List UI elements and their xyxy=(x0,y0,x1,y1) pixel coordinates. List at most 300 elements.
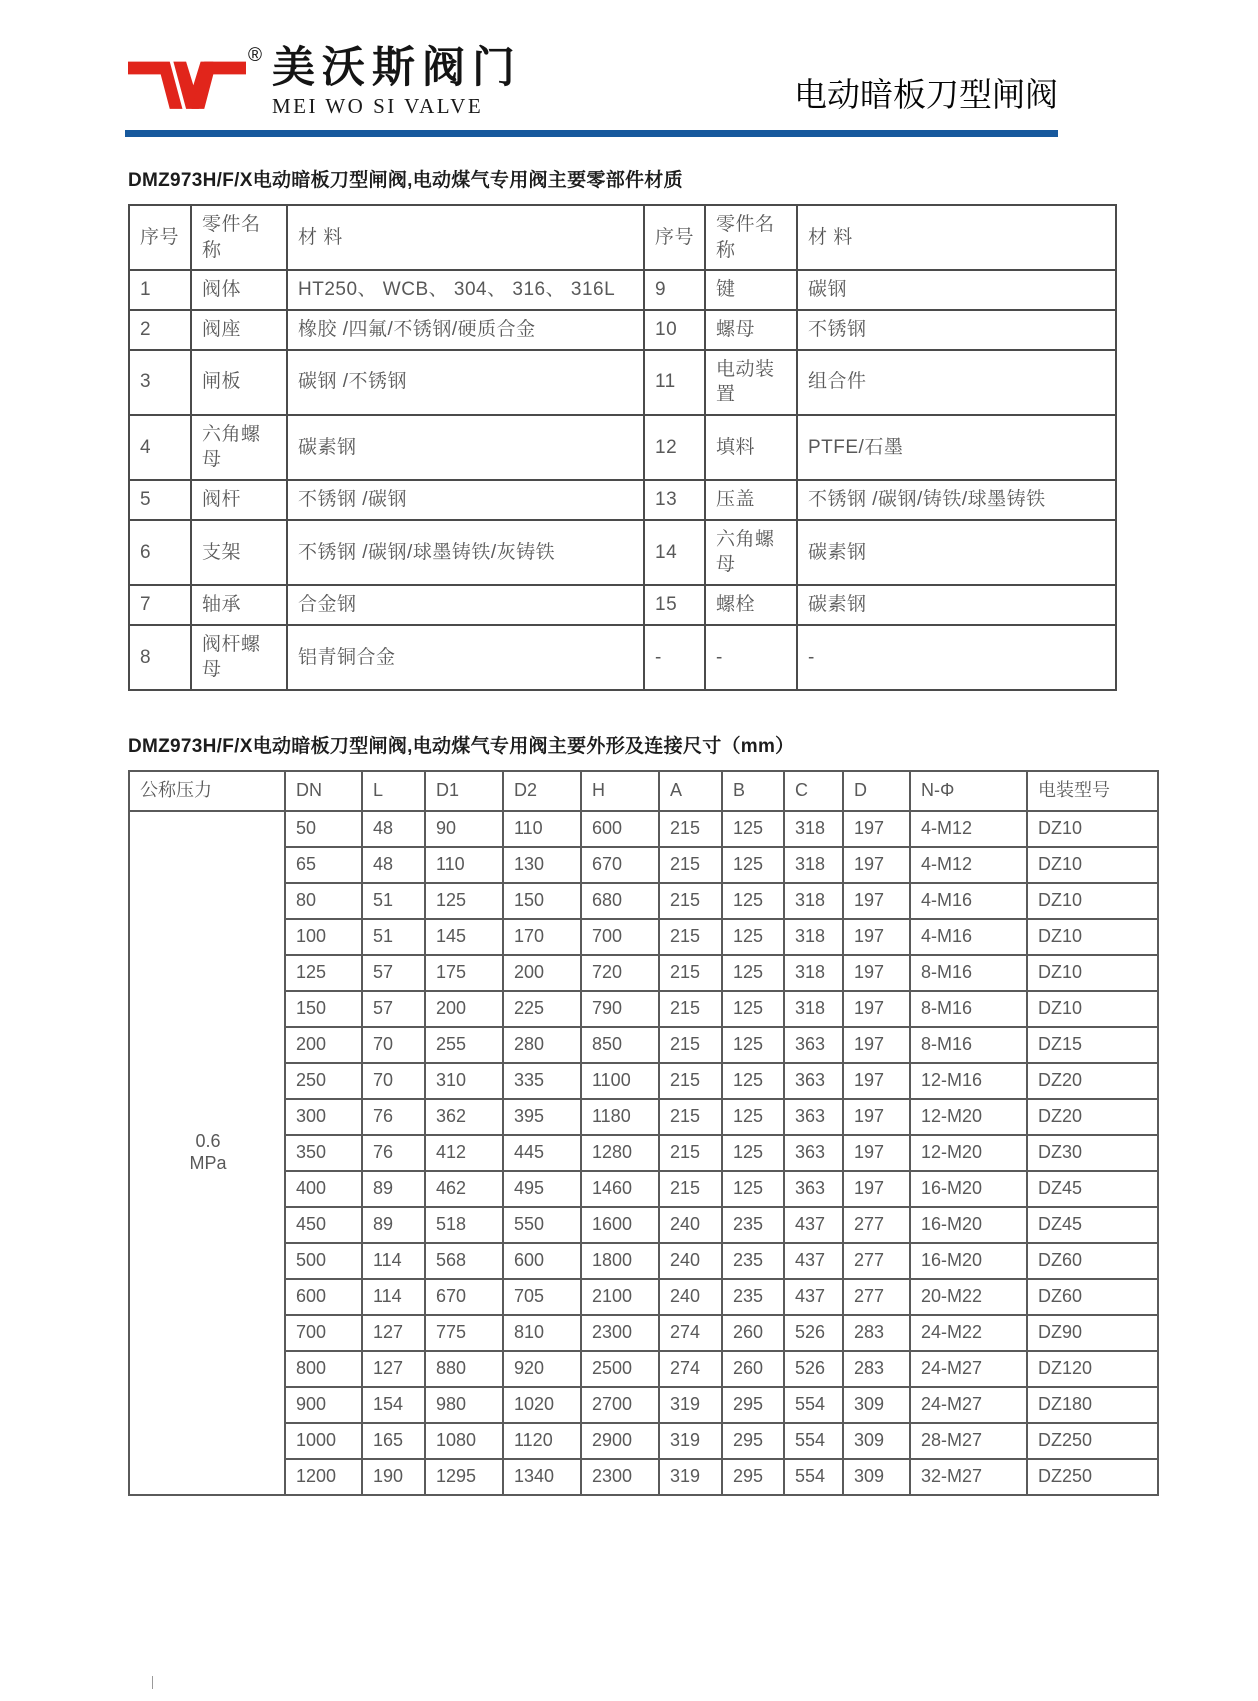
d1-cell: 1080 xyxy=(425,1423,503,1459)
d2-cell: 495 xyxy=(503,1171,581,1207)
n-phi-cell: 8-M16 xyxy=(910,955,1027,991)
actuator-model-cell: DZ180 xyxy=(1027,1387,1158,1423)
material-cell: 碳素钢 xyxy=(797,585,1116,625)
part-name-cell: 键 xyxy=(705,270,797,310)
seq-cell: 8 xyxy=(129,625,191,690)
b-cell: 235 xyxy=(722,1243,784,1279)
dimensions-table-row xyxy=(129,811,1158,847)
d-cell: 309 xyxy=(843,1459,910,1495)
d-cell: 197 xyxy=(843,811,910,847)
d-cell: 197 xyxy=(843,1135,910,1171)
materials-table-row xyxy=(129,270,1116,310)
l-cell: 76 xyxy=(362,1099,425,1135)
part-name-cell: 阀座 xyxy=(191,310,287,350)
material-cell: 碳钢 /不锈钢 xyxy=(287,350,644,415)
material-cell: 碳钢 xyxy=(797,270,1116,310)
part-name-cell: 阀杆螺母 xyxy=(191,625,287,690)
seq-cell: 5 xyxy=(129,480,191,520)
c-cell: 526 xyxy=(784,1351,843,1387)
l-cell: 70 xyxy=(362,1027,425,1063)
n-phi-cell: 24-M22 xyxy=(910,1315,1027,1351)
a-cell: 215 xyxy=(659,919,722,955)
b-cell: 295 xyxy=(722,1387,784,1423)
materials-table-header-row xyxy=(129,205,1116,270)
a-cell: 215 xyxy=(659,847,722,883)
h-cell: 700 xyxy=(581,919,659,955)
n-phi-cell: 12-M20 xyxy=(910,1099,1027,1135)
h-cell: 1280 xyxy=(581,1135,659,1171)
dn-cell: 1000 xyxy=(285,1423,362,1459)
n-phi-cell: 16-M20 xyxy=(910,1207,1027,1243)
actuator-model-cell: DZ10 xyxy=(1027,991,1158,1027)
actuator-model-cell: DZ10 xyxy=(1027,955,1158,991)
d1-cell: 125 xyxy=(425,883,503,919)
part-name-cell: 阀杆 xyxy=(191,480,287,520)
b-cell: 295 xyxy=(722,1459,784,1495)
b-cell: 125 xyxy=(722,1063,784,1099)
n-phi-cell: 24-M27 xyxy=(910,1351,1027,1387)
l-cell: 165 xyxy=(362,1423,425,1459)
h-cell: 2100 xyxy=(581,1279,659,1315)
h-cell: 790 xyxy=(581,991,659,1027)
b-cell: 260 xyxy=(722,1315,784,1351)
l-cell: 57 xyxy=(362,991,425,1027)
material-cell: 碳素钢 xyxy=(287,415,644,480)
d2-cell: 110 xyxy=(503,811,581,847)
h-cell: 2300 xyxy=(581,1315,659,1351)
seq-cell: 7 xyxy=(129,585,191,625)
h-cell: 680 xyxy=(581,883,659,919)
n-phi-cell: 4-M12 xyxy=(910,847,1027,883)
d-cell: 197 xyxy=(843,1171,910,1207)
b-cell: 125 xyxy=(722,955,784,991)
seq-cell: 1 xyxy=(129,270,191,310)
a-cell: 215 xyxy=(659,1027,722,1063)
material-cell: 不锈钢 /碳钢/铸铁/球墨铸铁 xyxy=(797,480,1116,520)
seq-cell: 10 xyxy=(644,310,705,350)
dimensions-table-header-row xyxy=(129,771,1158,811)
a-cell: 215 xyxy=(659,991,722,1027)
l-cell: 51 xyxy=(362,883,425,919)
d-cell: 197 xyxy=(843,1027,910,1063)
d-cell: 283 xyxy=(843,1351,910,1387)
material-cell: 碳素钢 xyxy=(797,520,1116,585)
material-cell: 合金钢 xyxy=(287,585,644,625)
scan-artifact-mark xyxy=(152,1676,153,1689)
d1-cell: 462 xyxy=(425,1171,503,1207)
d1-cell: 255 xyxy=(425,1027,503,1063)
column-header-d1: D1 xyxy=(425,771,503,811)
a-cell: 215 xyxy=(659,955,722,991)
d1-cell: 90 xyxy=(425,811,503,847)
dn-cell: 900 xyxy=(285,1387,362,1423)
dn-cell: 800 xyxy=(285,1351,362,1387)
d2-cell: 150 xyxy=(503,883,581,919)
actuator-model-cell: DZ120 xyxy=(1027,1351,1158,1387)
part-name-cell: 六角螺母 xyxy=(705,520,797,585)
c-cell: 554 xyxy=(784,1459,843,1495)
logo-w-icon xyxy=(128,56,246,120)
d1-cell: 775 xyxy=(425,1315,503,1351)
d2-cell: 705 xyxy=(503,1279,581,1315)
d-cell: 197 xyxy=(843,991,910,1027)
b-cell: 125 xyxy=(722,991,784,1027)
materials-table-row xyxy=(129,520,1116,585)
c-cell: 437 xyxy=(784,1207,843,1243)
column-header-dn: DN xyxy=(285,771,362,811)
h-cell: 1100 xyxy=(581,1063,659,1099)
material-cell: - xyxy=(797,625,1116,690)
b-cell: 295 xyxy=(722,1423,784,1459)
h-cell: 670 xyxy=(581,847,659,883)
c-cell: 318 xyxy=(784,811,843,847)
dn-cell: 600 xyxy=(285,1279,362,1315)
d1-cell: 145 xyxy=(425,919,503,955)
pressure-value-cell: 0.6 MPa xyxy=(129,811,285,1495)
seq-cell: 12 xyxy=(644,415,705,480)
d1-cell: 518 xyxy=(425,1207,503,1243)
c-cell: 318 xyxy=(784,847,843,883)
a-cell: 274 xyxy=(659,1315,722,1351)
seq-cell: 4 xyxy=(129,415,191,480)
column-header-b: B xyxy=(722,771,784,811)
l-cell: 48 xyxy=(362,847,425,883)
d2-cell: 200 xyxy=(503,955,581,991)
logo-cn-name: 美沃斯阀门 xyxy=(272,43,522,93)
actuator-model-cell: DZ90 xyxy=(1027,1315,1158,1351)
actuator-model-cell: DZ60 xyxy=(1027,1243,1158,1279)
d-cell: 197 xyxy=(843,883,910,919)
column-header-pressure: 公称压力 xyxy=(129,771,285,811)
actuator-model-cell: DZ45 xyxy=(1027,1171,1158,1207)
d-cell: 309 xyxy=(843,1387,910,1423)
d-cell: 197 xyxy=(843,847,910,883)
column-header-d2: D2 xyxy=(503,771,581,811)
seq-cell: 3 xyxy=(129,350,191,415)
c-cell: 363 xyxy=(784,1171,843,1207)
column-header-c: C xyxy=(784,771,843,811)
seq-cell: 2 xyxy=(129,310,191,350)
part-name-cell: 轴承 xyxy=(191,585,287,625)
materials-table-row xyxy=(129,625,1116,690)
d1-cell: 670 xyxy=(425,1279,503,1315)
actuator-model-cell: DZ250 xyxy=(1027,1459,1158,1495)
part-name-cell: 支架 xyxy=(191,520,287,585)
header-divider xyxy=(125,130,1058,137)
d-cell: 197 xyxy=(843,955,910,991)
h-cell: 2500 xyxy=(581,1351,659,1387)
b-cell: 125 xyxy=(722,919,784,955)
d-cell: 277 xyxy=(843,1279,910,1315)
column-header-l: L xyxy=(362,771,425,811)
d2-cell: 280 xyxy=(503,1027,581,1063)
b-cell: 125 xyxy=(722,1135,784,1171)
actuator-model-cell: DZ20 xyxy=(1027,1063,1158,1099)
part-name-cell: 六角螺母 xyxy=(191,415,287,480)
column-header-seq-right: 序号 xyxy=(644,205,705,270)
column-header-material-right: 材 料 xyxy=(797,205,1116,270)
d2-cell: 600 xyxy=(503,1243,581,1279)
part-name-cell: - xyxy=(705,625,797,690)
d1-cell: 200 xyxy=(425,991,503,1027)
c-cell: 318 xyxy=(784,991,843,1027)
h-cell: 2300 xyxy=(581,1459,659,1495)
seq-cell: 6 xyxy=(129,520,191,585)
a-cell: 215 xyxy=(659,811,722,847)
dn-cell: 350 xyxy=(285,1135,362,1171)
dimensions-table xyxy=(128,770,1159,1496)
a-cell: 215 xyxy=(659,1063,722,1099)
n-phi-cell: 4-M12 xyxy=(910,811,1027,847)
c-cell: 363 xyxy=(784,1135,843,1171)
d1-cell: 412 xyxy=(425,1135,503,1171)
actuator-model-cell: DZ20 xyxy=(1027,1099,1158,1135)
seq-cell: 15 xyxy=(644,585,705,625)
n-phi-cell: 12-M16 xyxy=(910,1063,1027,1099)
dn-cell: 400 xyxy=(285,1171,362,1207)
b-cell: 235 xyxy=(722,1279,784,1315)
materials-table xyxy=(128,204,1117,691)
a-cell: 240 xyxy=(659,1279,722,1315)
d-cell: 277 xyxy=(843,1207,910,1243)
h-cell: 2700 xyxy=(581,1387,659,1423)
column-header-actuator-model: 电装型号 xyxy=(1027,771,1158,811)
l-cell: 127 xyxy=(362,1315,425,1351)
material-cell: 组合件 xyxy=(797,350,1116,415)
dn-cell: 450 xyxy=(285,1207,362,1243)
materials-table-row xyxy=(129,310,1116,350)
a-cell: 215 xyxy=(659,1135,722,1171)
d-cell: 197 xyxy=(843,1099,910,1135)
logo-en-name: MEI WO SI VALVE xyxy=(272,94,484,119)
d2-cell: 550 xyxy=(503,1207,581,1243)
registered-trademark-icon: ® xyxy=(248,45,262,66)
seq-cell: 13 xyxy=(644,480,705,520)
column-header-part-left: 零件名称 xyxy=(191,205,287,270)
a-cell: 319 xyxy=(659,1459,722,1495)
d1-cell: 175 xyxy=(425,955,503,991)
c-cell: 318 xyxy=(784,955,843,991)
c-cell: 554 xyxy=(784,1423,843,1459)
n-phi-cell: 32-M27 xyxy=(910,1459,1027,1495)
dn-cell: 300 xyxy=(285,1099,362,1135)
column-header-seq-left: 序号 xyxy=(129,205,191,270)
a-cell: 215 xyxy=(659,883,722,919)
dn-cell: 100 xyxy=(285,919,362,955)
d1-cell: 1295 xyxy=(425,1459,503,1495)
actuator-model-cell: DZ30 xyxy=(1027,1135,1158,1171)
column-header-part-right: 零件名称 xyxy=(705,205,797,270)
b-cell: 235 xyxy=(722,1207,784,1243)
c-cell: 363 xyxy=(784,1063,843,1099)
l-cell: 89 xyxy=(362,1207,425,1243)
d2-cell: 810 xyxy=(503,1315,581,1351)
dn-cell: 700 xyxy=(285,1315,362,1351)
h-cell: 1600 xyxy=(581,1207,659,1243)
d-cell: 283 xyxy=(843,1315,910,1351)
l-cell: 48 xyxy=(362,811,425,847)
dn-cell: 50 xyxy=(285,811,362,847)
material-cell: 铝青铜合金 xyxy=(287,625,644,690)
h-cell: 1800 xyxy=(581,1243,659,1279)
actuator-model-cell: DZ250 xyxy=(1027,1423,1158,1459)
n-phi-cell: 4-M16 xyxy=(910,883,1027,919)
l-cell: 89 xyxy=(362,1171,425,1207)
a-cell: 240 xyxy=(659,1207,722,1243)
column-header-n-phi: N-Φ xyxy=(910,771,1027,811)
part-name-cell: 螺栓 xyxy=(705,585,797,625)
a-cell: 319 xyxy=(659,1387,722,1423)
page-title: 电动暗板刀型闸阀 xyxy=(794,78,1058,114)
actuator-model-cell: DZ45 xyxy=(1027,1207,1158,1243)
material-cell: HT250、 WCB、 304、 316、 316L xyxy=(287,270,644,310)
n-phi-cell: 24-M27 xyxy=(910,1387,1027,1423)
part-name-cell: 阀体 xyxy=(191,270,287,310)
materials-table-body xyxy=(129,270,1116,690)
actuator-model-cell: DZ15 xyxy=(1027,1027,1158,1063)
c-cell: 318 xyxy=(784,883,843,919)
l-cell: 114 xyxy=(362,1279,425,1315)
n-phi-cell: 8-M16 xyxy=(910,991,1027,1027)
column-header-h: H xyxy=(581,771,659,811)
part-name-cell: 螺母 xyxy=(705,310,797,350)
dn-cell: 80 xyxy=(285,883,362,919)
part-name-cell: 闸板 xyxy=(191,350,287,415)
d2-cell: 445 xyxy=(503,1135,581,1171)
column-header-d: D xyxy=(843,771,910,811)
d1-cell: 980 xyxy=(425,1387,503,1423)
b-cell: 125 xyxy=(722,1099,784,1135)
b-cell: 125 xyxy=(722,883,784,919)
dimensions-table-body xyxy=(129,811,1158,1495)
b-cell: 125 xyxy=(722,1171,784,1207)
d2-cell: 1120 xyxy=(503,1423,581,1459)
seq-cell: 11 xyxy=(644,350,705,415)
dn-cell: 1200 xyxy=(285,1459,362,1495)
l-cell: 51 xyxy=(362,919,425,955)
a-cell: 215 xyxy=(659,1099,722,1135)
l-cell: 127 xyxy=(362,1351,425,1387)
d2-cell: 170 xyxy=(503,919,581,955)
l-cell: 114 xyxy=(362,1243,425,1279)
material-cell: PTFE/石墨 xyxy=(797,415,1116,480)
h-cell: 1460 xyxy=(581,1171,659,1207)
seq-cell: 14 xyxy=(644,520,705,585)
materials-table-row xyxy=(129,415,1116,480)
b-cell: 125 xyxy=(722,1027,784,1063)
material-cell: 不锈钢 xyxy=(797,310,1116,350)
h-cell: 1180 xyxy=(581,1099,659,1135)
d-cell: 309 xyxy=(843,1423,910,1459)
h-cell: 720 xyxy=(581,955,659,991)
dn-cell: 125 xyxy=(285,955,362,991)
c-cell: 363 xyxy=(784,1027,843,1063)
c-cell: 363 xyxy=(784,1099,843,1135)
c-cell: 318 xyxy=(784,919,843,955)
n-phi-cell: 16-M20 xyxy=(910,1171,1027,1207)
l-cell: 76 xyxy=(362,1135,425,1171)
n-phi-cell: 28-M27 xyxy=(910,1423,1027,1459)
actuator-model-cell: DZ10 xyxy=(1027,919,1158,955)
dn-cell: 500 xyxy=(285,1243,362,1279)
n-phi-cell: 16-M20 xyxy=(910,1243,1027,1279)
dn-cell: 150 xyxy=(285,991,362,1027)
n-phi-cell: 8-M16 xyxy=(910,1027,1027,1063)
d-cell: 197 xyxy=(843,1063,910,1099)
d2-cell: 1020 xyxy=(503,1387,581,1423)
d-cell: 197 xyxy=(843,919,910,955)
l-cell: 154 xyxy=(362,1387,425,1423)
dimensions-section-title: DMZ973H/F/X电动暗板刀型闸阀,电动煤气专用阀主要外形及连接尺寸（mm） xyxy=(128,735,795,757)
c-cell: 437 xyxy=(784,1243,843,1279)
b-cell: 125 xyxy=(722,847,784,883)
material-cell: 橡胶 /四氟/不锈钢/硬质合金 xyxy=(287,310,644,350)
materials-table-row xyxy=(129,350,1116,415)
b-cell: 125 xyxy=(722,811,784,847)
l-cell: 190 xyxy=(362,1459,425,1495)
dn-cell: 200 xyxy=(285,1027,362,1063)
materials-section-title: DMZ973H/F/X电动暗板刀型闸阀,电动煤气专用阀主要零部件材质 xyxy=(128,170,683,191)
actuator-model-cell: DZ10 xyxy=(1027,847,1158,883)
d1-cell: 110 xyxy=(425,847,503,883)
actuator-model-cell: DZ10 xyxy=(1027,883,1158,919)
c-cell: 526 xyxy=(784,1315,843,1351)
d2-cell: 1340 xyxy=(503,1459,581,1495)
d2-cell: 335 xyxy=(503,1063,581,1099)
a-cell: 215 xyxy=(659,1171,722,1207)
page-header xyxy=(128,44,1058,120)
d1-cell: 880 xyxy=(425,1351,503,1387)
a-cell: 274 xyxy=(659,1351,722,1387)
materials-table-row xyxy=(129,585,1116,625)
part-name-cell: 压盖 xyxy=(705,480,797,520)
actuator-model-cell: DZ10 xyxy=(1027,811,1158,847)
column-header-a: A xyxy=(659,771,722,811)
n-phi-cell: 20-M22 xyxy=(910,1279,1027,1315)
d2-cell: 130 xyxy=(503,847,581,883)
n-phi-cell: 4-M16 xyxy=(910,919,1027,955)
c-cell: 437 xyxy=(784,1279,843,1315)
seq-cell: - xyxy=(644,625,705,690)
d2-cell: 395 xyxy=(503,1099,581,1135)
materials-table-row xyxy=(129,480,1116,520)
material-cell: 不锈钢 /碳钢 xyxy=(287,480,644,520)
d-cell: 277 xyxy=(843,1243,910,1279)
part-name-cell: 电动装置 xyxy=(705,350,797,415)
l-cell: 70 xyxy=(362,1063,425,1099)
d1-cell: 568 xyxy=(425,1243,503,1279)
material-cell: 不锈钢 /碳钢/球墨铸铁/灰铸铁 xyxy=(287,520,644,585)
l-cell: 57 xyxy=(362,955,425,991)
d2-cell: 225 xyxy=(503,991,581,1027)
dn-cell: 65 xyxy=(285,847,362,883)
n-phi-cell: 12-M20 xyxy=(910,1135,1027,1171)
company-logo xyxy=(128,44,522,120)
d2-cell: 920 xyxy=(503,1351,581,1387)
d1-cell: 310 xyxy=(425,1063,503,1099)
a-cell: 240 xyxy=(659,1243,722,1279)
dn-cell: 250 xyxy=(285,1063,362,1099)
b-cell: 260 xyxy=(722,1351,784,1387)
h-cell: 2900 xyxy=(581,1423,659,1459)
a-cell: 319 xyxy=(659,1423,722,1459)
actuator-model-cell: DZ60 xyxy=(1027,1279,1158,1315)
h-cell: 600 xyxy=(581,811,659,847)
part-name-cell: 填料 xyxy=(705,415,797,480)
column-header-material-left: 材 料 xyxy=(287,205,644,270)
d1-cell: 362 xyxy=(425,1099,503,1135)
logo-text xyxy=(272,44,522,119)
